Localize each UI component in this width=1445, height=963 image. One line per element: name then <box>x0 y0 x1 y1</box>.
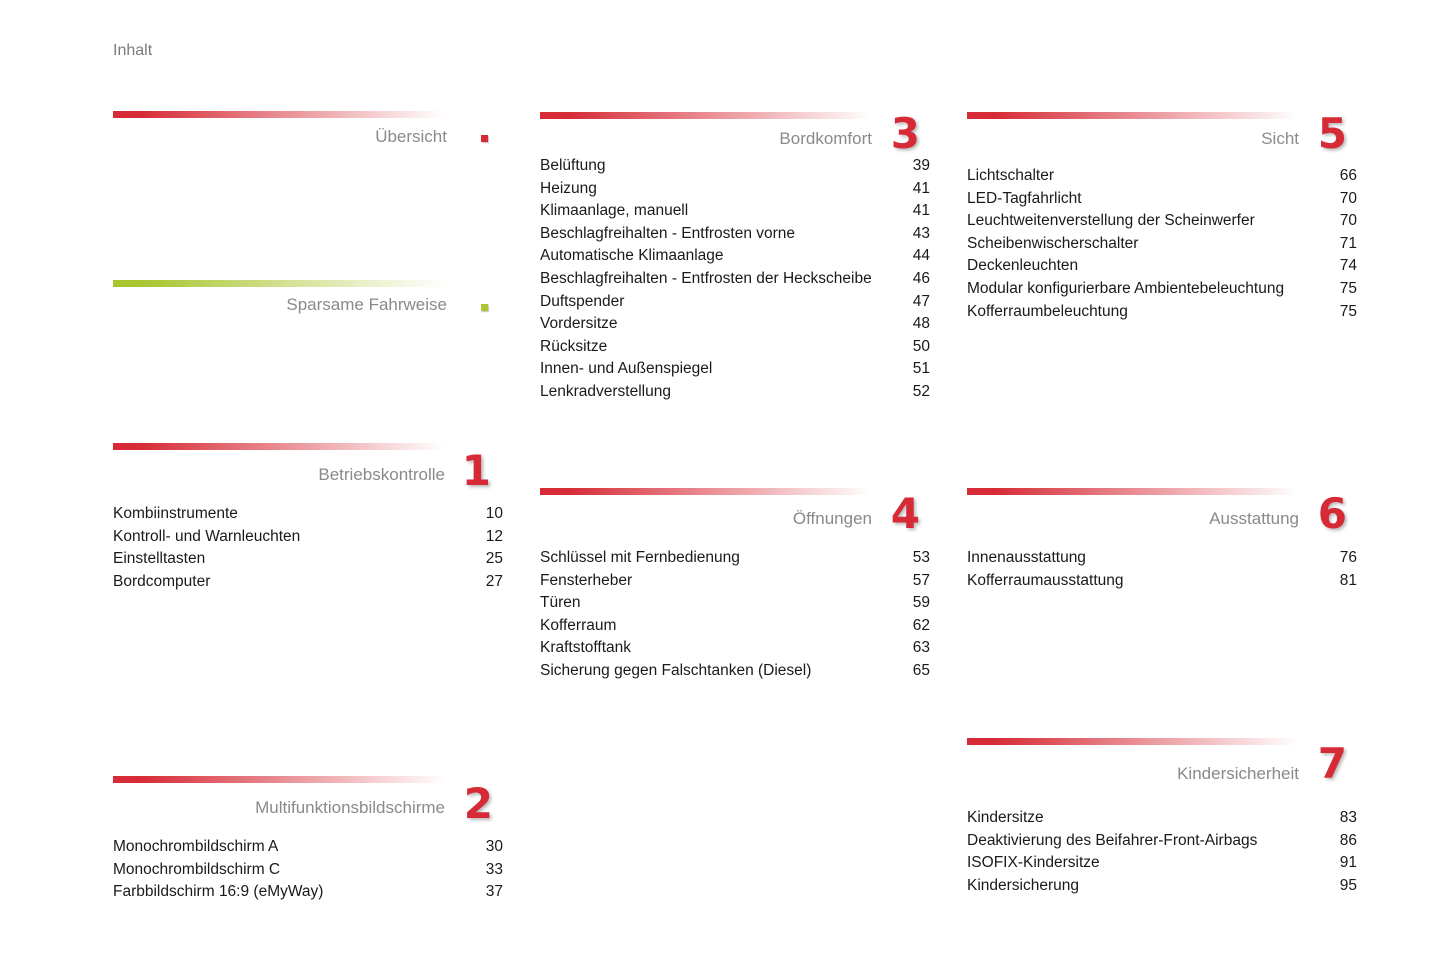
entry-label: Leuchtweitenverstellung der Scheinwerfer <box>967 212 1255 230</box>
toc-entry[interactable] <box>967 547 1357 570</box>
entry-label: Deckenleuchten <box>967 257 1079 275</box>
entry-label: Automatische Klimaanlage <box>540 247 724 265</box>
section-number: 4 <box>890 489 920 538</box>
toc-entry[interactable] <box>113 526 503 549</box>
entry-label: Modular konfigurierbare Ambientebeleuchtung <box>967 279 1285 297</box>
toc-entry[interactable] <box>113 503 503 526</box>
entry-page: 51 <box>912 360 930 378</box>
entry-label: Beschlagfreihalten - Entfrosten der Heckscheibe <box>540 269 872 287</box>
entry-page: 75 <box>1339 279 1357 297</box>
entry-label: Farbbildschirm 16:9 (eMyWay) <box>113 883 324 901</box>
entry-label: Beschlagfreihalten - Entfrosten vorne <box>540 224 796 242</box>
section-bar <box>967 112 1299 119</box>
entry-page: 65 <box>912 661 930 679</box>
entry-page: 47 <box>912 292 930 310</box>
toc-entry[interactable] <box>967 255 1357 278</box>
toc-entry[interactable] <box>540 336 930 359</box>
section-title[interactable]: Bordkomfort <box>779 129 872 148</box>
toc-entry[interactable] <box>540 570 930 593</box>
entry-label: Scheibenwischerschalter <box>967 234 1139 252</box>
entry-page: 12 <box>485 527 503 545</box>
section-title[interactable]: Ausstattung <box>1209 509 1299 528</box>
section-number: 2 <box>463 779 493 828</box>
section-title[interactable]: Kindersicherheit <box>1177 764 1299 783</box>
toc-entry[interactable] <box>540 615 930 638</box>
section-items <box>113 836 503 904</box>
entry-page: 41 <box>912 202 930 220</box>
section-number: 7 <box>1317 739 1347 788</box>
section-sparsame-fahrweise <box>113 280 503 317</box>
entry-page: 50 <box>912 337 930 355</box>
entry-page: 62 <box>912 616 930 634</box>
entry-page: 57 <box>912 571 930 589</box>
section-marker-icon <box>481 135 488 142</box>
entry-page: 44 <box>912 247 930 265</box>
section-ausstattung <box>967 488 1357 592</box>
section-title[interactable]: Übersicht <box>375 127 447 146</box>
entry-page: 46 <box>912 269 930 287</box>
entry-label: Innenausstattung <box>967 549 1086 566</box>
section-items <box>540 155 930 404</box>
section-number: 3 <box>890 109 920 158</box>
entry-page: 70 <box>1339 189 1357 207</box>
entry-page: 66 <box>1339 167 1357 184</box>
entry-page: 81 <box>1339 571 1357 589</box>
entry-label: Deaktivierung des Beifahrer-Front-Airbags <box>967 831 1258 849</box>
section-items <box>540 547 930 683</box>
toc-entry[interactable] <box>540 178 930 201</box>
entry-page: 95 <box>1339 876 1357 894</box>
entry-label: Innen- und Außenspiegel <box>540 360 713 378</box>
section-betriebskontrolle <box>113 443 503 593</box>
entry-label: Fensterheber <box>540 571 633 589</box>
toc-entry[interactable] <box>967 852 1357 875</box>
entry-page: 63 <box>912 639 930 657</box>
entry-label: Kofferraumausstattung <box>967 571 1124 589</box>
entry-label: Kofferraumbeleuchtung <box>967 302 1128 320</box>
entry-label: Klimaanlage, manuell <box>540 202 689 220</box>
section-marker-icon <box>481 304 488 311</box>
toc-entry[interactable] <box>540 268 930 291</box>
entry-label: Schlüssel mit Fernbedienung <box>540 549 740 566</box>
entry-page: 70 <box>1339 212 1357 230</box>
entry-label: Bordcomputer <box>113 572 211 590</box>
entry-page: 52 <box>912 382 930 400</box>
entry-page: 76 <box>1339 549 1357 566</box>
toc-entry[interactable] <box>967 807 1357 830</box>
section-number: 6 <box>1317 489 1347 538</box>
section-bar <box>967 738 1299 745</box>
toc-entry[interactable] <box>540 592 930 615</box>
entry-label: Kraftstofftank <box>540 639 632 657</box>
entry-label: Kontroll- und Warnleuchten <box>113 527 301 545</box>
entry-label: Heizung <box>540 179 597 197</box>
section-multifunktionsbildschirme <box>113 776 503 904</box>
toc-entry[interactable] <box>540 381 930 404</box>
toc-entry[interactable] <box>967 830 1357 853</box>
toc-entry[interactable] <box>540 245 930 268</box>
section-items <box>113 503 503 593</box>
entry-label: Kombiinstrumente <box>113 505 238 522</box>
entry-page: 25 <box>485 550 503 568</box>
entry-page: 37 <box>485 883 503 901</box>
entry-page: 86 <box>1339 831 1357 849</box>
section-bar <box>113 111 445 118</box>
entry-page: 43 <box>912 224 930 242</box>
section-title[interactable]: Betriebskontrolle <box>318 465 445 484</box>
entry-page: 91 <box>1339 854 1357 872</box>
entry-label: Monochrombildschirm A <box>113 838 279 855</box>
section-oeffnungen <box>540 488 930 683</box>
toc-entry[interactable] <box>113 859 503 882</box>
section-bar <box>113 776 445 783</box>
toc-entry[interactable] <box>540 313 930 336</box>
section-title[interactable]: Multifunktionsbildschirme <box>255 798 445 817</box>
entry-label: Kindersicherung <box>967 876 1080 894</box>
entry-label: Einstelltasten <box>113 550 206 568</box>
entry-page: 41 <box>912 179 930 197</box>
entry-page: 39 <box>912 157 930 174</box>
toc-entry[interactable] <box>540 637 930 660</box>
section-title[interactable]: Sparsame Fahrweise <box>286 295 447 314</box>
section-items <box>967 807 1357 897</box>
entry-page: 59 <box>912 594 930 612</box>
section-number: 5 <box>1317 109 1347 158</box>
toc-entry[interactable] <box>967 875 1357 898</box>
toc-entry[interactable] <box>113 548 503 571</box>
section-uebersicht <box>113 111 503 148</box>
toc-entry[interactable] <box>967 188 1357 211</box>
entry-page: 53 <box>912 549 930 566</box>
section-title[interactable]: Sicht <box>1261 129 1299 148</box>
toc-entry[interactable] <box>967 278 1357 301</box>
toc-entry[interactable] <box>540 155 930 178</box>
section-bar <box>113 443 445 450</box>
entry-label: LED-Tagfahrlicht <box>967 189 1082 207</box>
toc-entry[interactable] <box>967 233 1357 256</box>
toc-entry[interactable] <box>540 358 930 381</box>
toc-entry[interactable] <box>540 200 930 223</box>
entry-page: 74 <box>1339 257 1357 275</box>
entry-page: 75 <box>1339 302 1357 320</box>
entry-label: Monochrombildschirm C <box>113 860 281 878</box>
section-bar <box>540 112 872 119</box>
entry-label: Vordersitze <box>540 315 618 333</box>
section-bar <box>113 280 445 287</box>
section-bar <box>967 488 1299 495</box>
toc-entry[interactable] <box>540 660 930 683</box>
section-items <box>967 547 1357 592</box>
entry-page: 33 <box>485 860 503 878</box>
section-kindersicherheit <box>967 738 1357 897</box>
entry-page: 27 <box>485 572 503 590</box>
entry-label: Duftspender <box>540 292 625 310</box>
entry-label: Sicherung gegen Falschtanken (Diesel) <box>540 661 812 679</box>
toc-entry[interactable] <box>113 571 503 594</box>
entry-page: 48 <box>912 315 930 333</box>
entry-label: Lenkradverstellung <box>540 382 671 400</box>
toc-entry[interactable] <box>113 881 503 904</box>
toc-entry[interactable] <box>113 836 503 859</box>
entry-label: Lichtschalter <box>967 167 1055 184</box>
toc-entry[interactable] <box>540 291 930 314</box>
entry-page: 30 <box>485 838 503 855</box>
toc-entry[interactable] <box>967 210 1357 233</box>
entry-label: Belüftung <box>540 157 606 174</box>
section-bar <box>540 488 872 495</box>
entry-label: ISOFIX-Kindersitze <box>967 854 1100 872</box>
toc-entry[interactable] <box>967 301 1357 324</box>
section-bordkomfort <box>540 109 930 404</box>
page-title: Inhalt <box>113 42 153 59</box>
section-sicht <box>967 109 1357 323</box>
entry-label: Türen <box>540 594 581 612</box>
toc-entry[interactable] <box>967 570 1357 593</box>
entry-label: Rücksitze <box>540 337 608 355</box>
section-number: 1 <box>461 446 491 495</box>
section-title[interactable]: Öffnungen <box>792 509 872 528</box>
entry-label: Kofferraum <box>540 616 617 634</box>
section-items <box>967 165 1357 323</box>
toc-entry[interactable] <box>967 165 1357 188</box>
toc-entry[interactable] <box>540 547 930 570</box>
entry-label: Kindersitze <box>967 809 1044 826</box>
entry-page: 71 <box>1339 234 1357 252</box>
entry-page: 10 <box>485 505 503 522</box>
toc-entry[interactable] <box>540 223 930 246</box>
entry-page: 83 <box>1339 809 1357 826</box>
